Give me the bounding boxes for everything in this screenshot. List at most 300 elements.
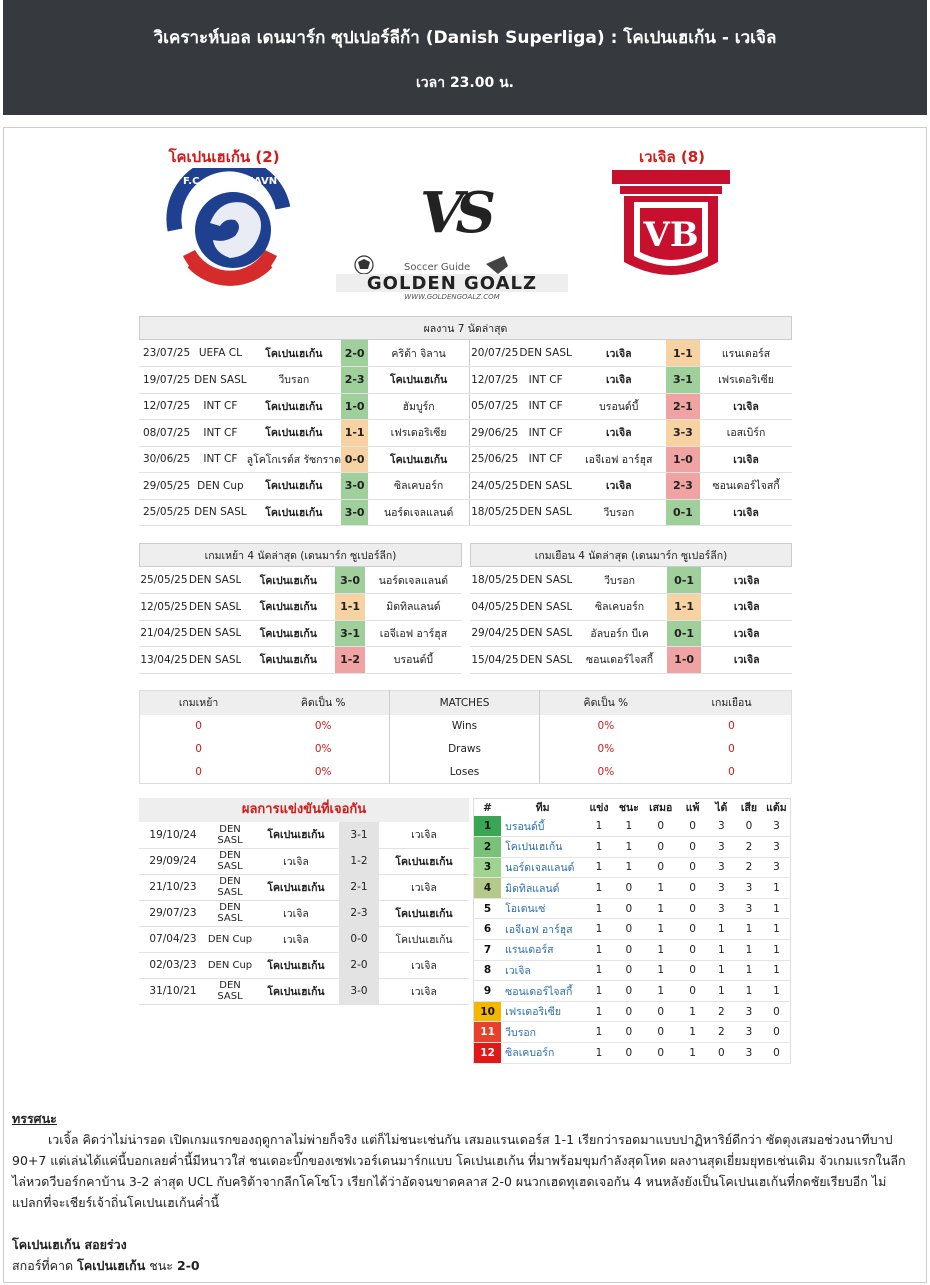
standings-cell: 0 <box>644 1022 678 1043</box>
stats-header: เกมเหย้า <box>178 697 219 710</box>
standings-cell: 2 <box>735 837 763 858</box>
h2h-league: DEN SASL <box>207 978 253 1004</box>
match-score: 1-2 <box>335 647 365 674</box>
standings-header: ชนะ <box>618 802 639 814</box>
match-home-team: โคเปนเฮเก้น <box>247 393 341 420</box>
standings-team: โอเดนเซ่ <box>501 898 584 919</box>
away-team-name: เวเจิล (8) <box>638 148 706 166</box>
h2h-date: 02/03/23 <box>139 952 207 978</box>
stats-cell: Loses <box>390 761 539 784</box>
standings-cell: 0 <box>678 940 708 961</box>
standings-cell: 1 <box>644 981 678 1002</box>
away-team-logo <box>610 170 732 292</box>
match-home-team: เวเจิล <box>572 473 666 500</box>
match-score: 3-0 <box>335 567 365 594</box>
match-away-team: นอร์ดเจลแลนด์ <box>368 499 469 526</box>
match-league: DEN SASL <box>189 647 241 674</box>
match-row <box>470 367 793 394</box>
standings-row <box>474 1001 791 1022</box>
match-date: 15/04/25 <box>470 647 520 674</box>
standings-cell: 3 <box>763 816 791 837</box>
standings-cell: 0 <box>614 878 644 899</box>
stats-header: เกมเยือน <box>711 697 752 710</box>
standings-cell: 0 <box>614 940 644 961</box>
match-date: 19/07/25 <box>139 367 194 394</box>
standings-team: เวเจิล <box>501 960 584 981</box>
standings-cell: 3 <box>735 1043 763 1064</box>
match-league: DEN SASL <box>189 567 241 594</box>
match-away-team: เอจีเอฟ อาร์ฮุส <box>365 620 462 647</box>
match-league: DEN SASL <box>519 473 571 500</box>
match-away-team: นอร์ดเจลแลนด์ <box>365 567 462 594</box>
match-home-team: วีบรอก <box>572 567 666 594</box>
standings-cell: 1 <box>644 960 678 981</box>
stats-cell: 0% <box>597 765 615 778</box>
match-score: 0-1 <box>667 620 702 647</box>
match-date: 29/05/25 <box>139 473 194 500</box>
h2h-date: 19/10/24 <box>139 822 207 848</box>
standings-cell: 1 <box>584 940 614 961</box>
h2h-row <box>139 874 469 900</box>
h2h-row <box>139 952 469 978</box>
standings-cell: 1 <box>584 898 614 919</box>
standings-row <box>474 837 791 858</box>
standings-cell: 3 <box>735 1001 763 1022</box>
stats-cell: 0% <box>597 743 615 755</box>
stats-header: MATCHES <box>390 691 539 715</box>
last4-away-table <box>470 567 792 674</box>
standings-header: แพ้ <box>685 802 700 814</box>
standings-cell: 0 <box>614 960 644 981</box>
match-score: 1-1 <box>666 340 700 367</box>
standings-cell: 1 <box>614 837 644 858</box>
last7-section <box>139 316 792 519</box>
standings-cell: 1 <box>584 960 614 981</box>
match-away-team: เวเจิล <box>701 620 792 647</box>
standings-cell: 1 <box>735 981 763 1002</box>
match-away-team: คริต้า จิลาน <box>368 340 469 367</box>
page-title: วิเคราะห์บอล เดนมาร์ก ซุปเปอร์ลีก้า (Danish Superliga) : โคเปนเฮเก้น - เวเจิล <box>153 28 777 48</box>
match-league: INT CF <box>194 420 246 447</box>
match-row <box>139 620 462 647</box>
match-score: 1-0 <box>666 446 700 473</box>
h2h-date: 21/10/23 <box>139 874 207 900</box>
match-score: 3-1 <box>335 620 365 647</box>
standings-team: วีบรอก <box>501 1022 584 1043</box>
match-row <box>470 340 793 367</box>
standings-cell: 0 <box>678 837 708 858</box>
standings-team: ซอนเดอร์ไจสกี้ <box>501 981 584 1002</box>
brand-small: Soccer Guide <box>404 262 471 273</box>
standings-position: 2 <box>474 837 502 858</box>
match-row <box>470 594 792 621</box>
match-score: 0-1 <box>667 567 702 594</box>
standings-header: เสมอ <box>649 802 673 814</box>
standings-cell: 0 <box>763 1043 791 1064</box>
match-date: 04/05/25 <box>470 594 520 621</box>
match-score: 3-1 <box>666 367 700 394</box>
h2h-home-team: โคเปนเฮเก้น <box>253 874 339 900</box>
h2h-row <box>139 848 469 874</box>
match-date: 08/07/25 <box>139 420 194 447</box>
standings-header: แต้ม <box>766 802 787 814</box>
stats-cell: 0 <box>195 720 202 732</box>
standings-row <box>474 981 791 1002</box>
standings-cell: 3 <box>708 878 736 899</box>
standings-cell: 0 <box>614 898 644 919</box>
match-date: 23/07/25 <box>139 340 194 367</box>
match-score: 1-0 <box>667 647 702 674</box>
h2h-home-team: เวเจิล <box>253 848 339 874</box>
standings-cell: 1 <box>708 960 736 981</box>
match-league: INT CF <box>519 367 571 394</box>
standings-cell: 0 <box>614 1001 644 1022</box>
match-score: 1-1 <box>667 594 702 621</box>
standings-cell: 1 <box>763 960 791 981</box>
stats-table <box>139 690 792 784</box>
h2h-date: 07/04/23 <box>139 926 207 952</box>
h2h-league: DEN Cup <box>207 926 253 952</box>
standings-position: 6 <box>474 919 502 940</box>
h2h-home-team: โคเปนเฮเก้น <box>253 822 339 848</box>
standings-team: แรนเดอร์ส <box>501 940 584 961</box>
h2h-home-team: โคเปนเฮเก้น <box>253 978 339 1004</box>
brand-url: WWW.GOLDENGOALZ.COM <box>404 293 500 300</box>
match-date: 25/06/25 <box>470 446 520 473</box>
h2h-league: DEN SASL <box>207 822 253 848</box>
match-row <box>470 567 792 594</box>
h2h-home-team: เวเจิล <box>253 900 339 926</box>
standings-header: ทีม <box>535 802 550 814</box>
stats-row <box>140 738 792 761</box>
stats-cell: 0 <box>728 765 735 778</box>
stats-cell: 0% <box>314 765 332 778</box>
h2h-date: 29/07/23 <box>139 900 207 926</box>
match-home-team: เวเจิล <box>572 340 666 367</box>
match-row <box>470 446 793 473</box>
match-row <box>470 420 793 447</box>
standings-cell: 0 <box>614 919 644 940</box>
match-home-team: ซิลเคบอร์ก <box>572 594 666 621</box>
match-league: DEN SASL <box>520 594 572 621</box>
standings-cell: 0 <box>644 1001 678 1022</box>
standings-cell: 1 <box>678 1022 708 1043</box>
match-away-team: โคเปนเฮเก้น <box>368 446 469 473</box>
match-away-team: แรนเดอร์ส <box>700 340 792 367</box>
standings-cell: 1 <box>584 981 614 1002</box>
standings-position: 11 <box>474 1022 502 1043</box>
stats-cell: 0% <box>314 743 332 755</box>
standings-cell: 1 <box>763 878 791 899</box>
match-row <box>139 473 469 500</box>
golden-goalz-logo <box>336 254 568 300</box>
stats-row <box>140 715 792 738</box>
match-date: 12/05/25 <box>139 594 189 621</box>
page-header <box>3 0 927 115</box>
match-score: 2-1 <box>666 393 700 420</box>
match-league: DEN SASL <box>520 647 572 674</box>
match-home-team: โคเปนเฮเก้น <box>247 420 341 447</box>
score-team: โคเปนเฮเก้น <box>77 1258 146 1273</box>
h2h-score: 2-1 <box>339 874 379 900</box>
standings-cell: 3 <box>763 857 791 878</box>
standings-cell: 1 <box>708 919 736 940</box>
match-score: 2-3 <box>666 473 700 500</box>
h2h-score: 2-0 <box>339 952 379 978</box>
match-league: INT CF <box>194 393 246 420</box>
standings-cell: 0 <box>678 816 708 837</box>
predicted-score <box>12 1255 912 1276</box>
match-league: INT CF <box>519 420 571 447</box>
standings-cell: 1 <box>584 1001 614 1022</box>
h2h-away-team: เวเจิล <box>379 874 469 900</box>
score-text: ชนะ <box>149 1258 174 1273</box>
standings-cell: 3 <box>735 878 763 899</box>
standings-row <box>474 878 791 899</box>
standings-cell: 0 <box>678 981 708 1002</box>
standings-header: # <box>483 801 492 814</box>
last4-home-title: เกมเหย้า 4 นัดล่าสุด (เดนมาร์ก ซูเปอร์ลีก) <box>139 543 462 567</box>
match-score: 0-0 <box>341 446 368 473</box>
standings-position: 9 <box>474 981 502 1002</box>
standings-row <box>474 1043 791 1064</box>
standings-cell: 0 <box>644 1043 678 1064</box>
standings-team: บรอนด์บี้ <box>501 816 584 837</box>
standings-header: ได้ <box>715 802 728 814</box>
analysis-pick: โคเปนเฮเก้น สอยร่วง <box>12 1237 127 1252</box>
last4-away-title: เกมเยือน 4 นัดล่าสุด (เดนมาร์ก ซูเปอร์ลีก) <box>470 543 792 567</box>
h2h-home-team: โคเปนเฮเก้น <box>253 952 339 978</box>
match-time: เวลา 23.00 น. <box>415 75 514 91</box>
standings-cell: 1 <box>584 1043 614 1064</box>
match-date: 13/04/25 <box>139 647 189 674</box>
standings-cell: 0 <box>614 1022 644 1043</box>
match-away-team: ซอนเดอร์ไจสกี้ <box>700 473 792 500</box>
match-home-team: โคเปนเฮเก้น <box>241 594 335 621</box>
match-row <box>470 647 792 674</box>
last7-away-table <box>469 340 792 526</box>
standings-cell: 2 <box>735 857 763 878</box>
standings-header: แข่ง <box>589 802 609 814</box>
h2h-league: DEN SASL <box>207 900 253 926</box>
standings-cell: 1 <box>584 878 614 899</box>
stats-header: คิดเป็น % <box>300 697 346 710</box>
standings-cell: 1 <box>584 857 614 878</box>
standings-cell: 1 <box>735 940 763 961</box>
h2h-league: DEN SASL <box>207 874 253 900</box>
match-row <box>470 393 793 420</box>
match-away-team: เอสเบิร์ก <box>700 420 792 447</box>
standings-cell: 1 <box>644 919 678 940</box>
stats-row <box>140 761 792 784</box>
standings-team: เฟรเดอริเซีย <box>501 1001 584 1022</box>
match-away-team: เฟรเดอริเซีย <box>700 367 792 394</box>
match-score: 1-1 <box>335 594 365 621</box>
h2h-score: 3-0 <box>339 978 379 1004</box>
standings-cell: 0 <box>644 816 678 837</box>
match-league: DEN SASL <box>520 567 572 594</box>
h2h-away-team: เวเจิล <box>379 822 469 848</box>
match-row <box>470 473 793 500</box>
h2h-score: 2-3 <box>339 900 379 926</box>
match-league: INT CF <box>519 393 571 420</box>
away-logo-text: VB <box>643 215 699 255</box>
stats-cell: 0% <box>597 720 615 732</box>
standings-cell: 1 <box>763 919 791 940</box>
standings-cell: 1 <box>614 857 644 878</box>
match-date: 20/07/25 <box>470 340 520 367</box>
match-date: 25/05/25 <box>139 499 194 526</box>
match-home-team: โคเปนเฮเก้น <box>241 620 335 647</box>
match-row <box>139 393 469 420</box>
last4-home-table <box>139 567 462 674</box>
match-row <box>139 567 462 594</box>
match-away-team: เวเจิล <box>701 567 792 594</box>
standings-team: โคเปนเฮเก้น <box>501 837 584 858</box>
standings-position: 8 <box>474 960 502 981</box>
match-home-team: เวเจิล <box>572 367 666 394</box>
h2h-away-team: เวเจิล <box>379 978 469 1004</box>
analysis-body: เวเจิ้ล คิดว่าไม่น่ารอด เปิดเกมแรกของฤดูกาลไม่พ่ายก็จริง แต่ก็ไม่ชนะเช่นกัน เสมอแรนเดอร์ส 1-1 เรียกว่ารอดมาแบบปาฏิหาริย์ดีกว่า ซัดตุงเสมอช่วงนาทีบาป 90+7 แต่เล่นได้แค่นี้บอกเลยค่ำนี้มีหนาวใส่ ชนเดอะบิ๊กของเซฟเวอร์เดนมาร์กแบบ โคเปนเฮเก้น ที่มาพร้อมขุมกำลังสุดโหด ผลงานสุดเยี่ยมยุทธเช่นเดิม จัวเกมแรกในลีกไล่หวดวีบอร์กคาบ้าน 3-2 ล่าสุด UCL กับคริต้าจากลีกโคโซโว เรียกได้ว่าอัดจนขาดคลาส 2-0 ผนวกเฮดทุเฮดเจอกัน 4 หนหลังยังเป็นโคเปนเฮเก้นที่กดชัยเรียบอีก ไม่แปลกที่จะเชียร์เจ้าถิ่นโคเปนเฮเก้นค่ำนี้ <box>12 1132 906 1210</box>
standings-position: 12 <box>474 1043 502 1064</box>
stats-cell: Wins <box>390 715 539 738</box>
standings-cell: 3 <box>708 837 736 858</box>
standings-cell: 0 <box>644 857 678 878</box>
match-league: DEN SASL <box>189 594 241 621</box>
standings-cell: 1 <box>678 1001 708 1022</box>
standings-cell: 3 <box>708 857 736 878</box>
match-league: INT CF <box>519 446 571 473</box>
match-row <box>470 499 793 526</box>
standings-row <box>474 1022 791 1043</box>
match-home-team: เวเจิล <box>572 420 666 447</box>
stats-cell: 0% <box>314 720 332 732</box>
stats-header: คิดเป็น % <box>583 697 629 710</box>
standings-cell: 0 <box>763 1001 791 1022</box>
standings-cell: 1 <box>763 940 791 961</box>
standings-position: 1 <box>474 816 502 837</box>
match-date: 24/05/25 <box>470 473 520 500</box>
standings-header: เสีย <box>740 802 758 814</box>
match-date: 12/07/25 <box>470 367 520 394</box>
standings-cell: 1 <box>763 898 791 919</box>
h2h-away-team: โคเปนเฮเก้น <box>379 926 469 952</box>
match-date: 25/05/25 <box>139 567 189 594</box>
match-away-team: ซิลเคบอร์ก <box>368 473 469 500</box>
standings-cell: 3 <box>708 898 736 919</box>
standings-cell: 1 <box>644 898 678 919</box>
home-team-logo <box>165 168 295 298</box>
h2h-row <box>139 822 469 848</box>
match-home-team: เอจีเอฟ อาร์ฮุส <box>572 446 666 473</box>
match-score: 1-0 <box>341 393 368 420</box>
stats-cell: 0 <box>195 765 202 778</box>
match-home-team: โคเปนเฮเก้น <box>241 647 335 674</box>
match-league: DEN SASL <box>189 620 241 647</box>
standings-cell: 0 <box>735 816 763 837</box>
home-logo-text: F.C. KØBENHAVN <box>182 176 278 187</box>
standings-cell: 1 <box>614 816 644 837</box>
h2h-row <box>139 978 469 1004</box>
match-away-team: เวเจิล <box>701 647 792 674</box>
h2h-row <box>139 926 469 952</box>
match-row <box>139 499 469 526</box>
standings-cell: 1 <box>584 816 614 837</box>
standings-position: 4 <box>474 878 502 899</box>
stats-cell: 0 <box>728 720 735 732</box>
standings-cell: 2 <box>708 1022 736 1043</box>
standings-team: นอร์ดเจลแลนด์ <box>501 857 584 878</box>
standings-cell: 3 <box>735 898 763 919</box>
h2h-home-team: เวเจิล <box>253 926 339 952</box>
match-score: 3-3 <box>666 420 700 447</box>
h2h-away-team: เวเจิล <box>379 952 469 978</box>
match-score: 3-0 <box>341 499 368 526</box>
match-home-team: วีบรอก <box>247 367 341 394</box>
h2h-table <box>139 822 469 1005</box>
standings-cell: 0 <box>614 981 644 1002</box>
standings-row <box>474 919 791 940</box>
analysis-text <box>12 1108 912 1276</box>
h2h-date: 29/09/24 <box>139 848 207 874</box>
match-date: 21/04/25 <box>139 620 189 647</box>
standings-row <box>474 816 791 837</box>
match-score: 2-3 <box>341 367 368 394</box>
match-home-team: ซอนเดอร์ไจสกี้ <box>572 647 666 674</box>
match-date: 29/06/25 <box>470 420 520 447</box>
match-league: INT CF <box>194 446 246 473</box>
vs-mark: VS <box>420 180 488 246</box>
standings-table <box>473 798 791 1064</box>
match-home-team: บรอนด์บี้ <box>572 393 666 420</box>
match-home-team: อัลบอร์ก บีเค <box>572 620 666 647</box>
standings-cell: 0 <box>678 919 708 940</box>
standings-row <box>474 940 791 961</box>
match-home-team: ลูโคโกเรต์ส รัซกราด <box>247 446 341 473</box>
match-row <box>139 647 462 674</box>
h2h-title: ผลการแข่งขันที่เจอกัน <box>139 798 469 822</box>
stats-cell: 0 <box>195 743 202 755</box>
match-away-team: เวเจิล <box>701 594 792 621</box>
match-league: DEN Cup <box>194 473 246 500</box>
match-date: 18/05/25 <box>470 567 520 594</box>
standings-cell: 3 <box>763 837 791 858</box>
match-home-team: โคเปนเฮเก้น <box>247 499 341 526</box>
standings-row <box>474 898 791 919</box>
stats-cell: Draws <box>390 738 539 761</box>
standings-team: ซิลเคบอร์ก <box>501 1043 584 1064</box>
standings-cell: 1 <box>678 1043 708 1064</box>
analysis-title: ทรรศนะ <box>12 1111 57 1126</box>
match-row <box>139 367 469 394</box>
h2h-league: DEN Cup <box>207 952 253 978</box>
standings-cell: 1 <box>584 919 614 940</box>
match-home-team: โคเปนเฮเก้น <box>247 340 341 367</box>
standings-cell: 2 <box>708 1001 736 1022</box>
match-date: 12/07/25 <box>139 393 194 420</box>
match-away-team: ฮัมบูร์ก <box>368 393 469 420</box>
match-date: 05/07/25 <box>470 393 520 420</box>
match-away-team: เวเจิล <box>700 499 792 526</box>
standings-position: 7 <box>474 940 502 961</box>
stats-cell: 0 <box>728 743 735 755</box>
standings-row <box>474 857 791 878</box>
standings-cell: 0 <box>644 837 678 858</box>
standings-cell: 0 <box>614 1043 644 1064</box>
match-away-team: เวเจิล <box>700 393 792 420</box>
match-row <box>139 420 469 447</box>
match-date: 18/05/25 <box>470 499 520 526</box>
